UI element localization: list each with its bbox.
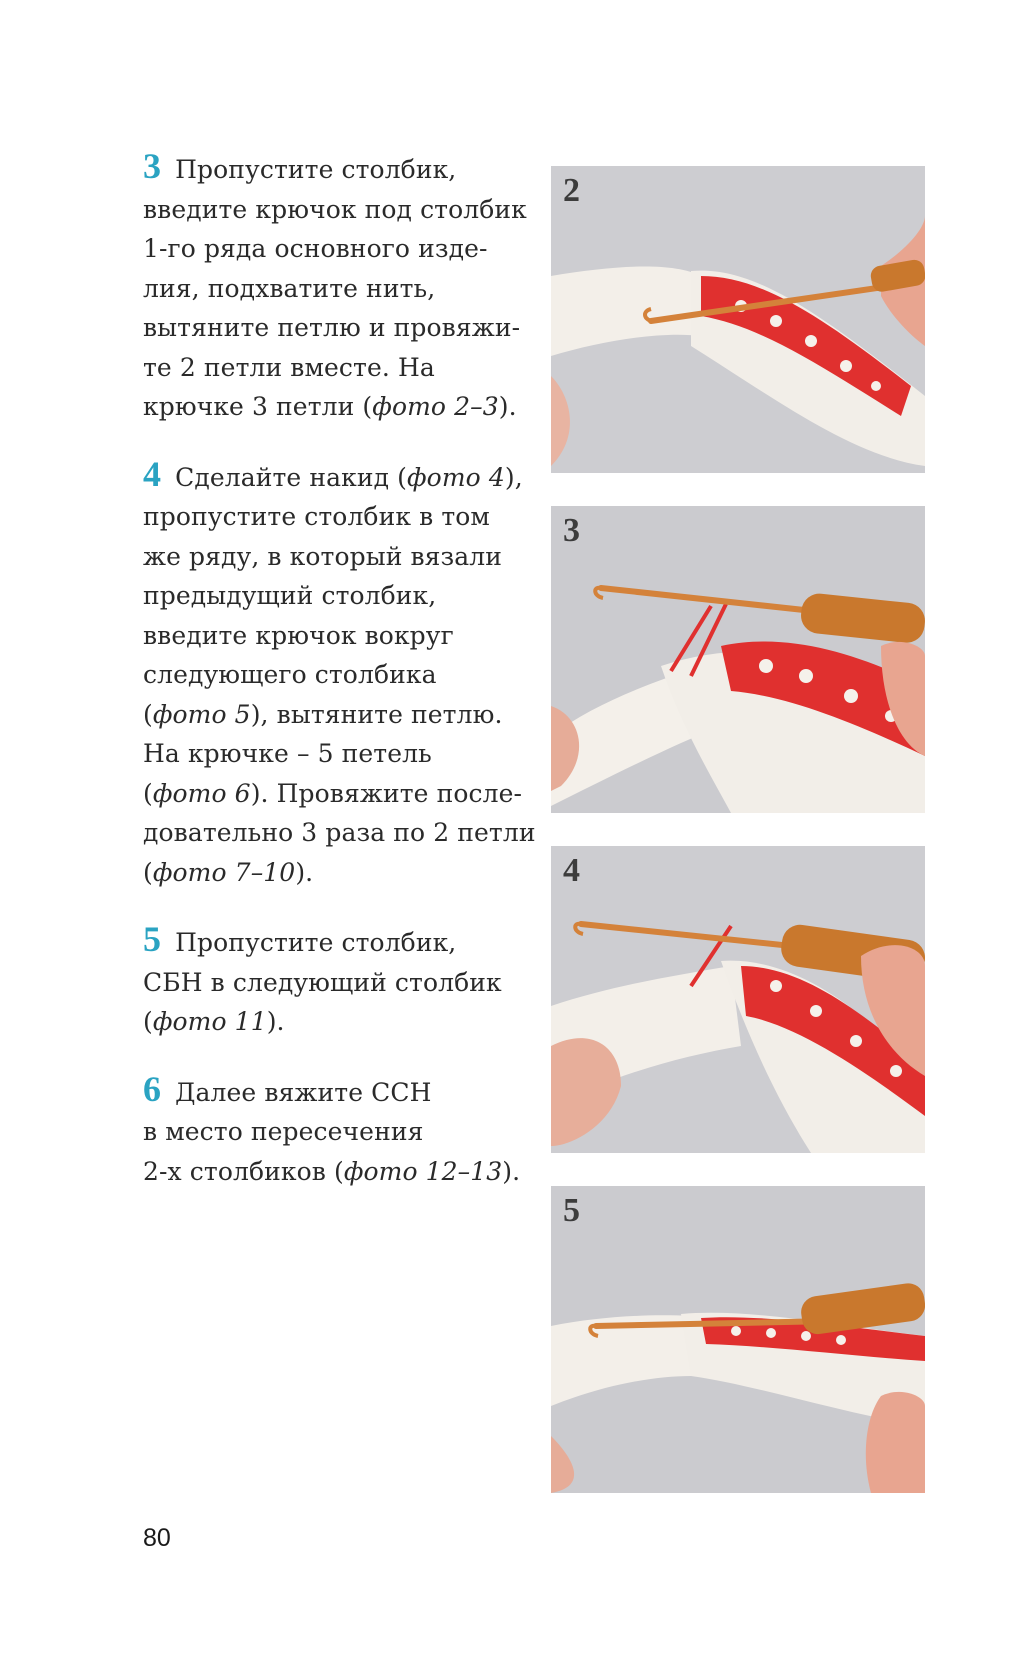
photo-reference: фото 11 xyxy=(152,1007,267,1036)
crochet-photo-3 xyxy=(551,506,925,813)
step-text-line: довательно 3 раза по 2 петли xyxy=(143,818,536,847)
step-text-line: Пропустите столбик, xyxy=(175,928,457,957)
step-text-line: Сделайте накид (фото 4), xyxy=(175,462,523,492)
step-text-line: (фото 11). xyxy=(143,1007,285,1036)
step-number: 4 xyxy=(143,453,162,494)
crochet-photo-5 xyxy=(551,1186,925,1493)
step-number: 6 xyxy=(143,1068,162,1109)
step-text-line: те 2 петли вместе. На xyxy=(143,352,435,382)
step-text-line: следующего столбика xyxy=(143,660,437,689)
step-text-line: же ряду, в который вязали xyxy=(143,541,503,571)
page-number: 80 xyxy=(143,1524,171,1552)
step-number: 5 xyxy=(143,919,162,959)
photo-reference: фото 4 xyxy=(407,462,505,492)
step-text-line: крючке 3 петли (фото 2–3). xyxy=(143,392,517,421)
photo-5 xyxy=(551,1186,925,1493)
step-number: 3 xyxy=(143,146,162,186)
step-4 xyxy=(143,453,536,893)
step-text-line: (фото 7–10). xyxy=(143,857,314,887)
step-text-line: Далее вяжите ССН xyxy=(175,1077,432,1107)
step-text-line: лия, подхватите нить, xyxy=(143,273,436,303)
crochet-photo-4 xyxy=(551,846,925,1153)
photo-reference: фото 2–3 xyxy=(372,392,499,421)
step-5 xyxy=(143,919,523,1042)
photo-reference: фото 6 xyxy=(152,778,251,808)
photo-label: 5 xyxy=(563,1192,580,1229)
photo-3 xyxy=(551,506,925,813)
step-text-line: На крючке – 5 петель xyxy=(143,739,432,768)
step-text-line: пропустите столбик в том xyxy=(143,502,490,531)
photo-reference: фото 7–10 xyxy=(152,857,296,887)
step-text-line: (фото 5), вытяните петлю. xyxy=(143,699,503,729)
photo-label: 3 xyxy=(563,512,580,549)
photo-column xyxy=(551,166,925,1526)
step-text-line: предыдущий столбик, xyxy=(143,581,437,610)
step-text-line: введите крючок под столбик xyxy=(143,194,527,224)
step-3 xyxy=(143,146,527,427)
instructions-column xyxy=(143,146,536,1222)
photo-reference: фото 12–13 xyxy=(343,1156,503,1186)
photo-reference: фото 5 xyxy=(152,699,251,729)
step-text-line: (фото 6). Провяжите после- xyxy=(143,778,523,808)
step-text-line: введите крючок вокруг xyxy=(143,620,454,650)
photo-2 xyxy=(551,166,925,473)
step-text-line: СБН в следующий столбик xyxy=(143,967,502,997)
step-text-line: 2-х столбиков (фото 12–13). xyxy=(143,1156,521,1186)
step-text-line: 1-го ряда основного изде- xyxy=(143,234,488,263)
step-6 xyxy=(143,1068,523,1192)
photo-label: 2 xyxy=(563,172,580,209)
crochet-photo-2 xyxy=(551,166,925,473)
photo-label: 4 xyxy=(563,852,580,889)
step-text-line: в место пересечения xyxy=(143,1117,424,1146)
step-text-line: Пропустите столбик, xyxy=(175,155,457,184)
photo-4 xyxy=(551,846,925,1153)
step-text-line: вытяните петлю и провяжи- xyxy=(143,313,521,342)
